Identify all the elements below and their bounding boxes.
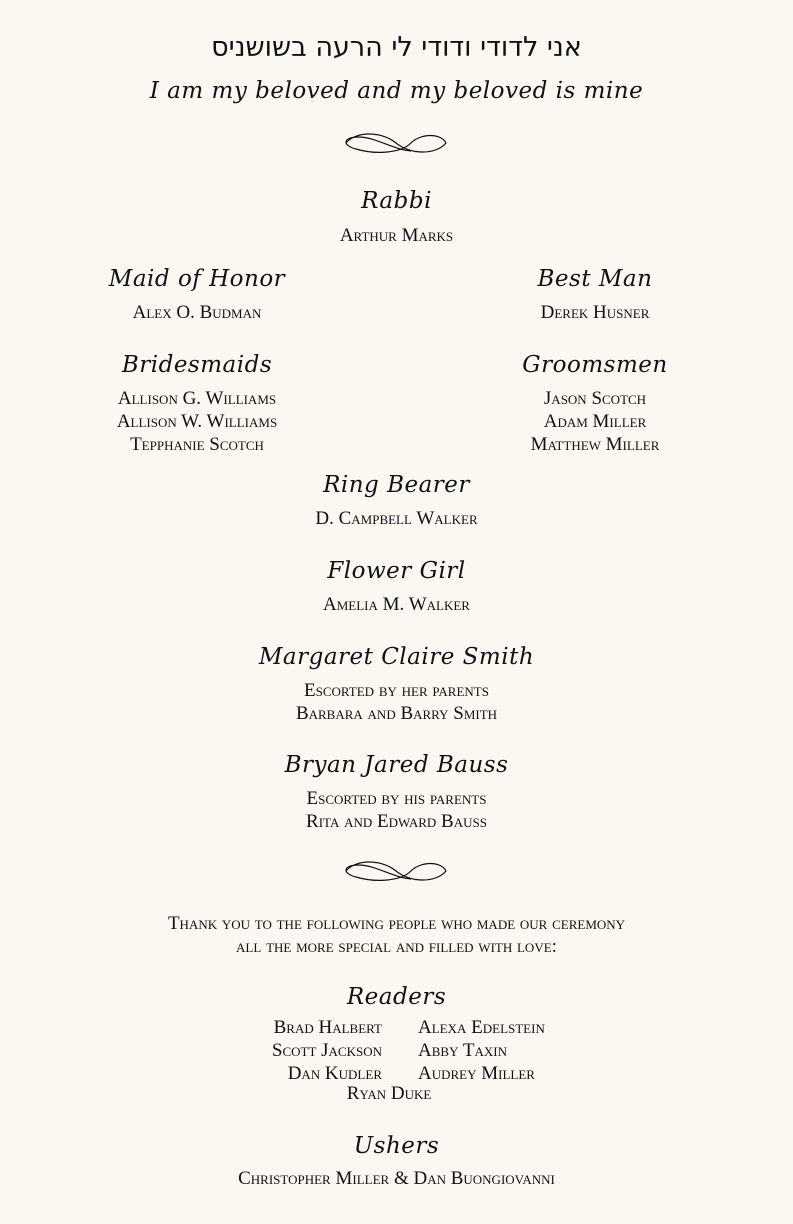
parents-names: Barbara and Barry Smith	[295, 703, 498, 724]
ring-bearer-title: Ring Bearer	[323, 472, 470, 498]
groomsmen-title: Groomsmen	[522, 352, 668, 378]
best-man-title: Best Man	[537, 266, 653, 292]
ring-bearer-name: D. Campbell Walker	[315, 508, 478, 529]
reader-name: Abby Taxin	[418, 1040, 507, 1061]
rabbi-name: Arthur Marks	[339, 225, 454, 246]
reader-name: Brad Halbert	[273, 1017, 382, 1038]
groomsman-name: Jason Scotch	[543, 388, 647, 409]
bridesmaid-name: Tepphanie Scotch	[130, 434, 264, 455]
best-man-name: Derek Husner	[540, 302, 650, 323]
ushers-names: Christopher Miller & Dan Buongiovanni	[238, 1168, 555, 1189]
rabbi-title: Rabbi	[361, 188, 432, 214]
bridesmaid-name: Allison W. Williams	[116, 411, 278, 432]
reader-name: Scott Jackson	[271, 1040, 382, 1061]
reader-name: Alexa Edelstein	[418, 1017, 545, 1038]
thanks-line: all the more special and filled with love:	[236, 936, 557, 957]
groomsman-name: Matthew Miller	[530, 434, 660, 455]
groomsmen-list	[445, 387, 745, 456]
thank-you-message	[0, 912, 793, 958]
flower-girl-name: Amelia M. Walker	[323, 594, 470, 615]
bride-name: Margaret Claire Smith	[258, 644, 535, 670]
groom-name: Bryan Jared Bauss	[284, 752, 509, 778]
groomsman-name: Adam Miller	[543, 411, 647, 432]
ushers-title: Ushers	[353, 1133, 440, 1159]
readers-title: Readers	[346, 984, 447, 1010]
reader-name: Ryan Duke	[346, 1083, 432, 1104]
readers-list	[200, 1016, 600, 1085]
maid-of-honor-name: Alex O. Budman	[132, 302, 262, 323]
escort-line: Escorted by her parents	[304, 680, 489, 701]
thanks-line: Thank you to the following people who made our ceremony	[167, 913, 626, 934]
reader-name: Audrey Miller	[418, 1063, 535, 1084]
flourish-ornament	[336, 853, 456, 889]
hebrew-verse: סינשושב הערה יל ידודו ידודל ינא	[211, 32, 582, 63]
reader-name: Dan Kudler	[287, 1063, 382, 1084]
bridesmaid-name: Allison G. Williams	[117, 388, 277, 409]
escort-line: Escorted by his parents	[306, 788, 487, 809]
flourish-ornament	[336, 125, 456, 161]
bridesmaids-title: Bridesmaids	[121, 352, 273, 378]
flower-girl-title: Flower Girl	[327, 558, 466, 584]
bridesmaids-list	[47, 387, 347, 456]
bride-escort	[0, 679, 793, 725]
maid-of-honor-title: Maid of Honor	[108, 266, 286, 292]
groom-escort	[0, 787, 793, 833]
verse-translation: I am my beloved and my beloved is mine	[149, 78, 644, 104]
parents-names: Rita and Edward Bauss	[306, 811, 487, 832]
